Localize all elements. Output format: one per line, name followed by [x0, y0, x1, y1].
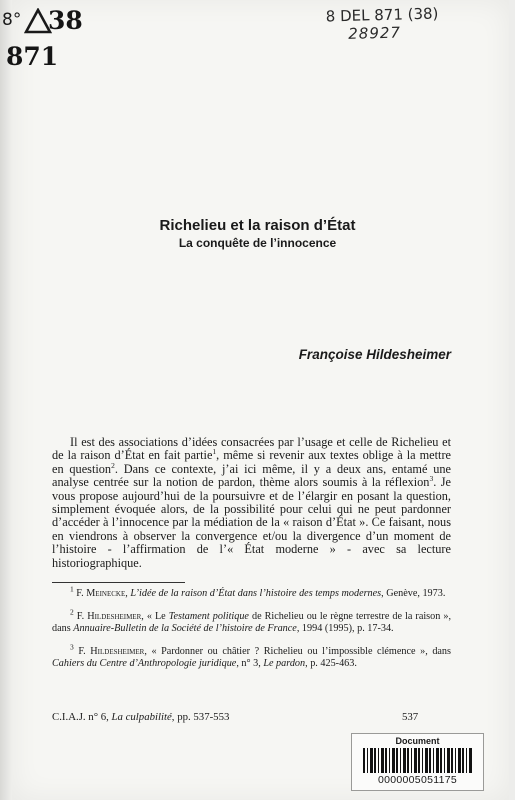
- article-title: Richelieu et la raison d’État: [159, 217, 356, 234]
- footnote-ref-1: 1: [212, 447, 217, 457]
- footnote-text: de Richelieu ou le règne terrestre de la raison », dans: [52, 611, 451, 635]
- barcode-number: 0000005051175: [377, 774, 458, 786]
- body-text-part: . Dans ce contexte, j’ai ici même, il y a deux ans, entamé une analyse centrée sur la notion de pardon, thème alors soumis à la réflexion: [52, 461, 451, 490]
- footnote-2: [52, 607, 451, 635]
- footnote-text: , 1994 (1995), p. 17-34.: [296, 623, 394, 635]
- footnote-text: , p. 425-463.: [305, 658, 357, 670]
- publication-prefix: C.I.A.J. n° 6,: [52, 711, 112, 723]
- shelfmark-prefix: 8°: [2, 10, 22, 30]
- publication-title: La culpabilité: [111, 711, 172, 723]
- footnote-3: [52, 642, 451, 670]
- footnote-title: L’idée de la raison d’État dans l’histoire des temps modernes: [130, 588, 382, 599]
- footnote-author: F. Hildesheimer,: [78, 646, 147, 657]
- footnote-author: F. Hildesheimer,: [76, 611, 144, 622]
- barcode-icon: [363, 748, 473, 773]
- footnote-number: 2: [70, 607, 74, 617]
- footnote-author: F. Meinecke,: [76, 588, 128, 599]
- footnote-number: 1: [70, 584, 74, 594]
- body-text-part: . Je vous propose aujourd’hui de la poursuivre et de l’élargir en posant la question, simplement évoquée alors, de la possibilité pour celui qui ne peut pardonner d’accéder à l’innocence par la médiation de la « raison d’État ». Ce faisant, nous en viendrons à observer la convergence et/ou la divergence d’un moment de l’histoire - l’affirmation de l’« État moderne » - avec sa lecture historiographique.: [52, 475, 451, 570]
- shelfmark-number-bottom: 871: [6, 42, 59, 71]
- publication-reference: [52, 711, 229, 723]
- body-paragraph: [52, 436, 451, 570]
- footnote-text: , Genève, 1973.: [381, 588, 446, 599]
- article-author: Françoise Hildesheimer: [298, 347, 451, 362]
- barcode-title: Document: [395, 736, 440, 746]
- barcode-label: [351, 733, 484, 791]
- footnote-ref-3: 3: [429, 474, 434, 484]
- footnote-number: 3: [70, 642, 74, 652]
- handwritten-call-number: [326, 5, 440, 44]
- library-shelfmark-stamp: [2, 6, 83, 71]
- publication-pages: , pp. 537-553: [171, 711, 230, 723]
- footnote-title: Cahiers du Centre d’Anthropologie juridique: [52, 658, 237, 670]
- page-number: 537: [402, 711, 419, 723]
- handwritten-call-number-line1: 8 DEL 871 (38): [325, 4, 439, 26]
- article-subtitle: La conquête de l’innocence: [178, 236, 337, 250]
- footnote-title: Testament politique: [168, 611, 249, 622]
- body-text-part: , même si revenir aux textes oblige à la mettre en question: [52, 448, 451, 476]
- footnote-ref-2: 2: [111, 460, 115, 470]
- handwritten-call-number-line2: 28927: [348, 23, 402, 43]
- body-text-part: Il est des associations d’idées consacrées par l’usage et celle de Richelieu et de la raison d’État en fait partie: [52, 435, 451, 463]
- footnote-title: Annuaire-Bulletin de la Société de l’histoire de France: [73, 623, 297, 635]
- footnote-text: « Le: [143, 611, 169, 622]
- document-page: [12, 0, 509, 800]
- footnote-text: , n° 3,: [236, 658, 264, 670]
- footnote-title: Le pardon: [263, 658, 306, 670]
- footnote-1: [52, 584, 451, 600]
- page-spine-shadow: [0, 0, 12, 800]
- footnote-text: « Pardonner ou châtier ? Richelieu ou l’impossible clémence », dans: [146, 646, 451, 657]
- shelfmark-number-top: 38: [48, 6, 83, 35]
- footnote-divider: [52, 582, 185, 583]
